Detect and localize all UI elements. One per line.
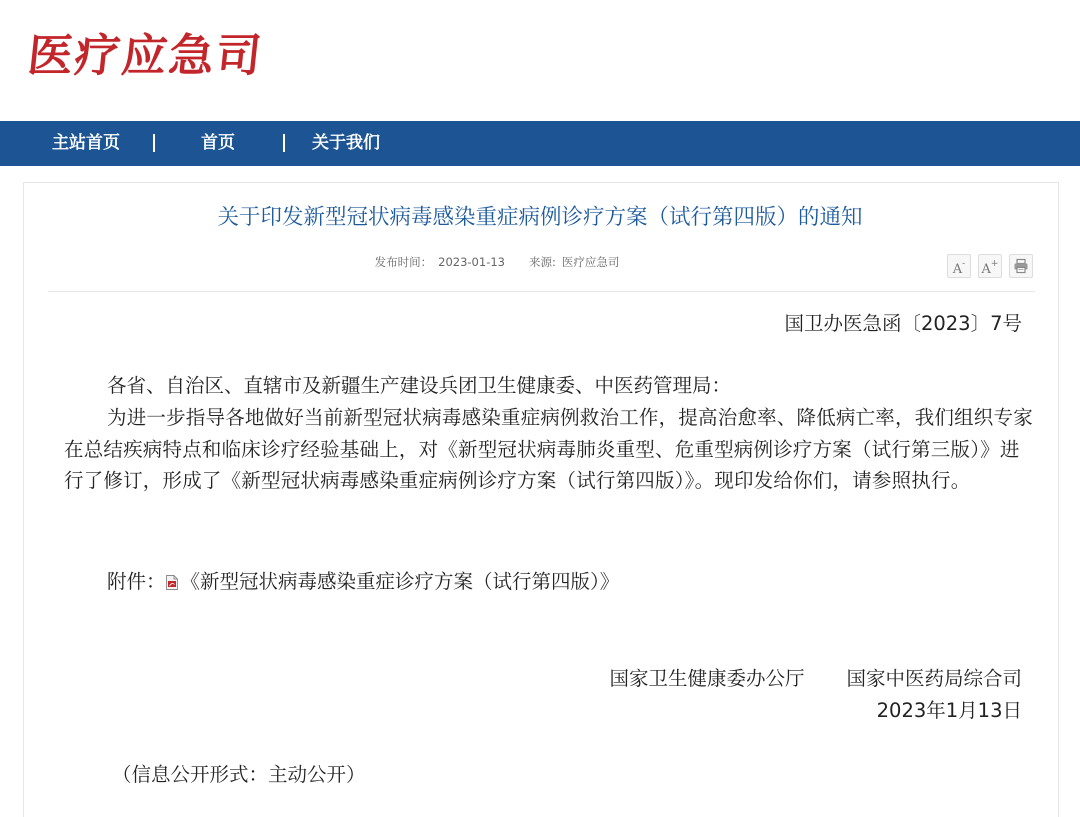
nav-separator — [283, 134, 285, 152]
attachment-row — [107, 566, 619, 598]
document-number: 国卫办医急函〔2023〕7号 — [784, 312, 1022, 335]
title-divider — [48, 291, 1035, 292]
addressee: 各省、自治区、直辖市及新疆生产建设兵团卫生健康委、中医药管理局： — [107, 374, 732, 397]
main-nav — [0, 121, 1080, 166]
source-value: 医疗应急司 — [561, 255, 620, 269]
print-button[interactable] — [1009, 254, 1033, 278]
site-header — [0, 0, 1080, 121]
publish-date: 2023-01-13 — [438, 255, 505, 269]
nav-item-about-us[interactable]: 关于我们 — [312, 133, 380, 153]
signature-org-1: 国家卫生健康委办公厅 — [609, 667, 805, 690]
signature-org-2: 国家中医药局综合司 — [846, 667, 1022, 690]
printer-icon — [1013, 258, 1029, 274]
article-meta — [0, 254, 1000, 270]
publish-time-label: 发布时间： — [374, 255, 433, 269]
issue-date: 2023年1月13日 — [876, 699, 1022, 722]
source-label: 来源: — [528, 255, 556, 269]
font-decrease-button[interactable] — [947, 254, 971, 278]
pdf-file-icon — [166, 575, 178, 590]
font-increase-icon: A+ — [981, 259, 999, 278]
article-title: 关于印发新型冠状病毒感染重症病例诊疗方案（试行第四版）的通知 — [217, 205, 863, 230]
nav-item-main-home[interactable]: 主站首页 — [52, 133, 120, 153]
font-decrease-icon: A- — [952, 259, 966, 278]
attachment-link[interactable]: 《新型冠状病毒感染重症诊疗方案（试行第四版）》 — [180, 570, 620, 593]
attachment-label: 附件： — [107, 570, 166, 593]
nav-item-home[interactable]: 首页 — [201, 133, 235, 153]
font-increase-button[interactable] — [978, 254, 1002, 278]
site-logo[interactable]: 医疗应急司 — [25, 29, 266, 82]
body-paragraph: 为进一步指导各地做好当前新型冠状病毒感染重症病例救治工作，提高治愈率、降低病亡率，我们组织专家在总结疾病特点和临床诊疗经验基础上，对《新型冠状病毒肺炎重型、危重型病例诊疗方案（试行第三版）》进行了修订，形成了《新型冠状病毒感染重症病例诊疗方案（试行第四版）》。现印发给你们，请参照执行。 — [64, 406, 1033, 492]
signature-row — [609, 663, 1022, 695]
disclosure-note: （信息公开形式：主动公开） — [112, 763, 366, 786]
nav-separator — [153, 134, 155, 152]
